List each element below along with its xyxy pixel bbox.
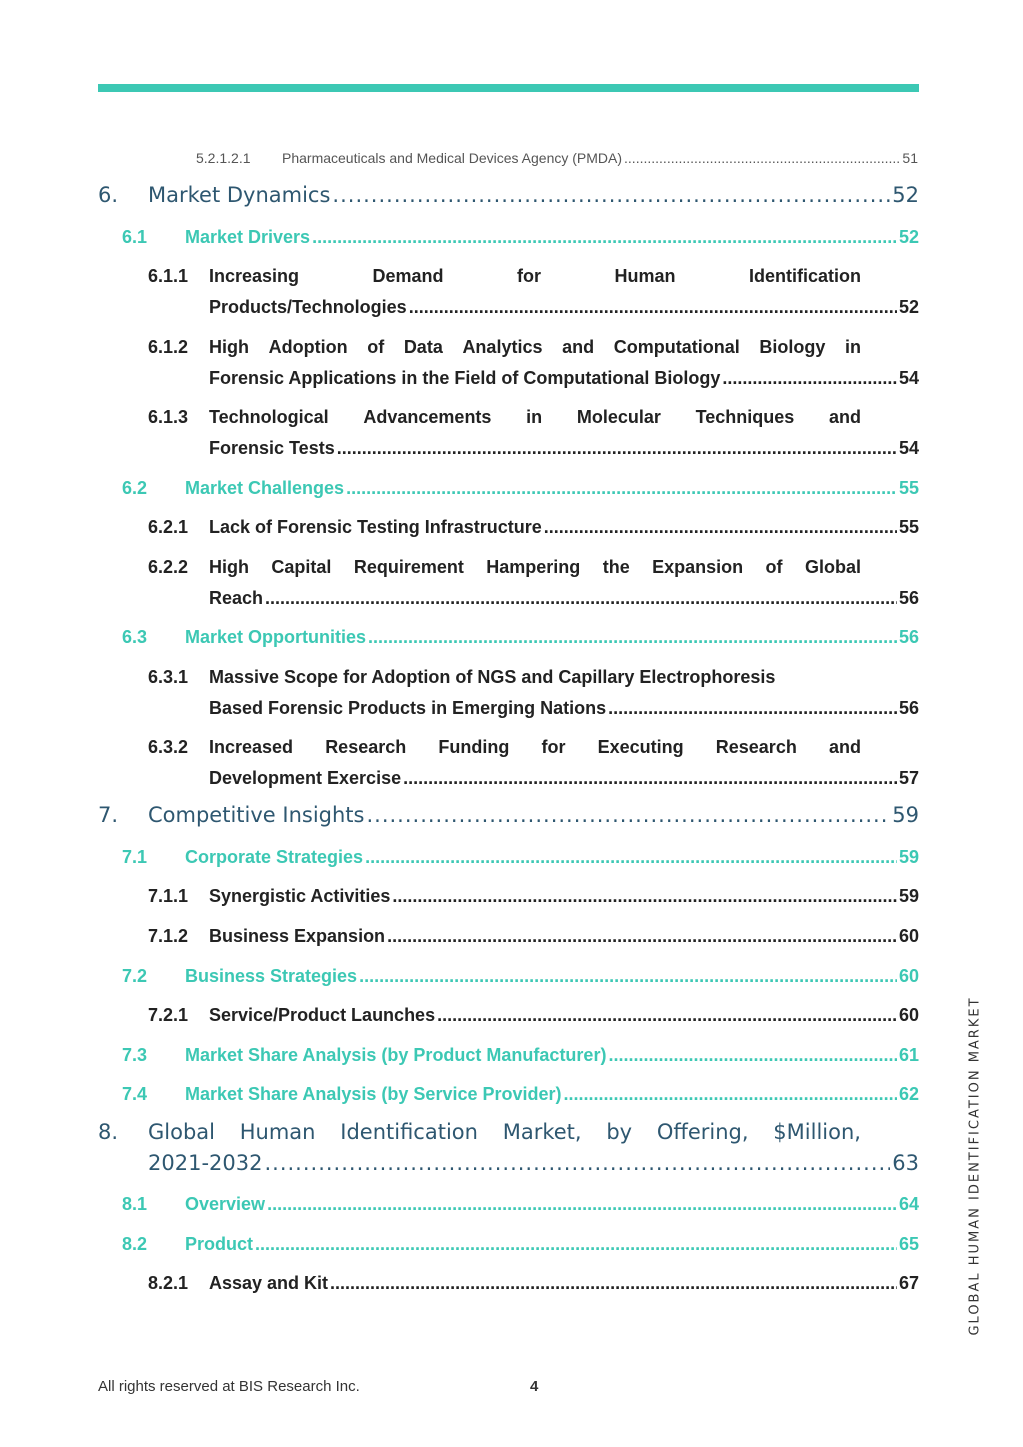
toc-title: Business Expansion <box>209 926 386 946</box>
toc-leader-dots <box>387 926 897 947</box>
toc-page: 56 <box>898 627 919 647</box>
header-accent-bar <box>98 84 919 92</box>
toc-number: 7.1.2 <box>148 926 189 946</box>
toc-leader-dots <box>265 588 897 609</box>
toc-leader-dots <box>437 1005 897 1026</box>
toc-page: 52 <box>898 297 919 317</box>
toc-leader-dots <box>337 438 897 459</box>
toc-title: Product <box>185 1234 254 1254</box>
vertical-report-title-text: GLOBAL HUMAN IDENTIFICATION MARKET <box>967 996 983 1336</box>
toc-title-line1: High Capital Requirement Hampering the Expansion of Global <box>209 557 861 577</box>
toc-number: 7.3 <box>122 1045 148 1065</box>
toc-page: 62 <box>898 1084 919 1104</box>
toc-page: 56 <box>898 588 919 608</box>
toc-number: 8.2 <box>122 1234 148 1254</box>
toc-number: 7.2 <box>122 966 148 986</box>
toc-leader-dots <box>332 183 890 207</box>
toc-title: Market Challenges <box>185 478 345 498</box>
toc-title-line2: 2021-2032 <box>148 1151 263 1175</box>
toc-leader-dots <box>312 227 897 248</box>
toc-title-line2: Development Exercise <box>209 768 402 788</box>
toc-title: Overview <box>185 1194 266 1214</box>
toc-leader-dots <box>608 698 897 719</box>
toc-title-line2: Forensic Tests <box>209 438 335 458</box>
toc-title-line2: Forensic Applications in the Field of Computational Biology <box>209 368 721 388</box>
toc-title-line1: Massive Scope for Adoption of NGS and Capillary Electrophoresis <box>209 667 776 687</box>
toc-number: 7.1 <box>122 847 148 867</box>
toc-number: 6.2.2 <box>148 557 189 577</box>
toc-leader-dots <box>608 1045 897 1066</box>
toc-page: 59 <box>898 886 919 906</box>
toc-title: Business Strategies <box>185 966 358 986</box>
toc-page: 54 <box>898 438 919 458</box>
toc-number: 8. <box>98 1120 119 1144</box>
toc-title-line2: Reach <box>209 588 264 608</box>
toc-leader-dots <box>359 966 897 987</box>
toc-number: 6.3.1 <box>148 667 189 687</box>
toc-title: Market Opportunities <box>185 627 367 647</box>
toc-page: 60 <box>898 926 919 946</box>
toc-page: 60 <box>898 966 919 986</box>
toc-number: 7.1.1 <box>148 886 189 906</box>
toc-page: 61 <box>898 1045 919 1065</box>
toc-number: 7.4 <box>122 1084 148 1104</box>
toc-number: 8.2.1 <box>148 1273 189 1293</box>
toc-leader-dots <box>544 517 897 538</box>
toc-title-line1: High Adoption of Data Analytics and Computational Biology in <box>209 337 861 357</box>
toc-title-line2: Products/Technologies <box>209 297 407 317</box>
toc-number: 5.2.1.2.1 <box>196 150 251 166</box>
toc-number: 8.1 <box>122 1194 148 1214</box>
toc-title: Market Drivers <box>185 227 311 247</box>
toc-page: 64 <box>898 1194 919 1214</box>
toc-page: 59 <box>892 803 919 827</box>
toc-title: Synergistic Activities <box>209 886 391 906</box>
footer-copyright: All rights reserved at BIS Research Inc. <box>98 1378 360 1395</box>
toc-title-line2: Based Forensic Products in Emerging Nations <box>209 698 607 718</box>
toc-title: Service/Product Launches <box>209 1005 436 1025</box>
toc-title: Assay and Kit <box>209 1273 329 1293</box>
toc-page: 63 <box>892 1151 919 1175</box>
toc-leader-dots <box>346 478 897 499</box>
toc-page: 54 <box>898 368 919 388</box>
toc-number: 6.2.1 <box>148 517 189 537</box>
toc-leader-dots <box>366 803 890 827</box>
toc-number: 6. <box>98 183 119 207</box>
toc-title: Market Share Analysis (by Service Provider) <box>185 1084 562 1104</box>
toc-leader-dots <box>564 1084 897 1105</box>
toc-page: 51 <box>902 150 918 166</box>
toc-number: 6.1.2 <box>148 337 189 357</box>
toc-leader-dots <box>409 297 897 318</box>
toc-title-line1: Increased Research Funding for Executing Research and <box>209 737 861 757</box>
toc-title: Pharmaceuticals and Medical Devices Agency (PMDA) <box>282 150 623 166</box>
toc-number: 7. <box>98 803 119 827</box>
toc-leader-dots <box>255 1234 897 1255</box>
toc-title-line1: Technological Advancements in Molecular Techniques and <box>209 407 861 427</box>
toc-leader-dots <box>722 368 897 389</box>
toc-title-line1: Increasing Demand for Human Identification <box>209 266 861 286</box>
toc-leader-dots <box>267 1194 897 1215</box>
toc-number: 6.1 <box>122 227 148 247</box>
toc-page: 57 <box>898 768 919 788</box>
toc-leader-dots <box>365 847 897 868</box>
toc-page: 52 <box>892 183 919 207</box>
toc-leader-dots <box>392 886 897 907</box>
toc-title: Competitive Insights <box>148 803 365 827</box>
toc-leader-dots <box>624 150 900 166</box>
toc-page: 65 <box>898 1234 919 1254</box>
toc-number: 6.2 <box>122 478 148 498</box>
toc-page: 60 <box>898 1005 919 1025</box>
toc-page: 59 <box>898 847 919 867</box>
toc-number: 6.3 <box>122 627 148 647</box>
toc-leader-dots <box>330 1273 897 1294</box>
toc-page: 55 <box>898 478 919 498</box>
toc-title: Corporate Strategies <box>185 847 364 867</box>
toc-title: Market Share Analysis (by Product Manufacturer) <box>185 1045 607 1065</box>
toc-page: 67 <box>898 1273 919 1293</box>
footer-page-number: 4 <box>530 1378 539 1395</box>
toc-number: 7.2.1 <box>148 1005 189 1025</box>
toc-number: 6.3.2 <box>148 737 189 757</box>
toc-number: 6.1.1 <box>148 266 189 286</box>
toc-leader-dots <box>264 1151 890 1175</box>
toc-leader-dots <box>368 627 897 648</box>
toc-page: 52 <box>898 227 919 247</box>
toc-title-line1: Global Human Identification Market, by Offering, $Million, <box>148 1120 861 1144</box>
toc-leader-dots <box>403 768 897 789</box>
toc-page: 56 <box>898 698 919 718</box>
toc-number: 6.1.3 <box>148 407 189 427</box>
toc-title: Lack of Forensic Testing Infrastructure <box>209 517 542 537</box>
toc-page: 55 <box>898 517 919 537</box>
toc-title: Market Dynamics <box>148 183 331 207</box>
